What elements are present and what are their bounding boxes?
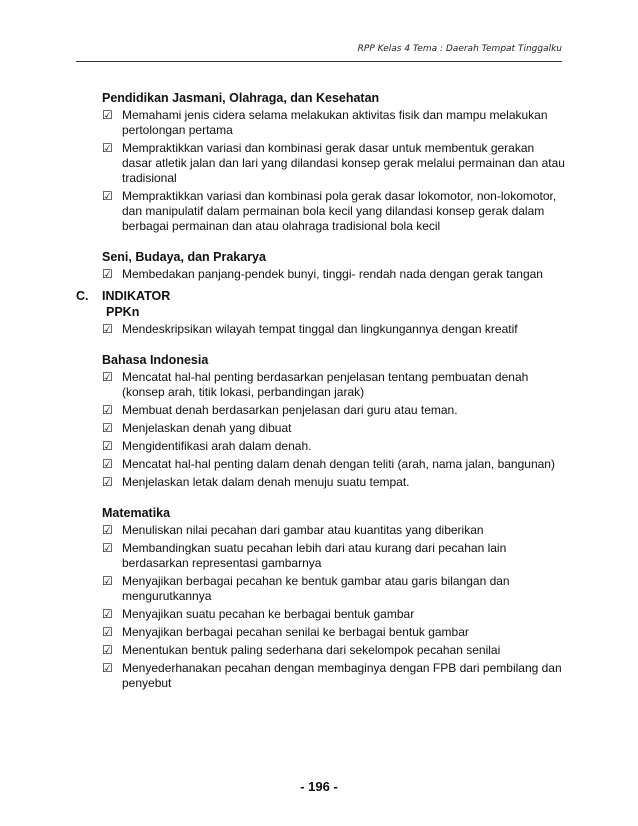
checkbox-icon: ☑ <box>102 475 113 489</box>
list-item: ☑ Mengidentifikasi arah dalam denah. <box>102 439 312 453</box>
header-rule <box>76 61 562 62</box>
checkbox-icon: ☑ <box>102 267 113 281</box>
list-item: ☑ Menentukan bentuk paling sederhana dari sekelompok pecahan senilai <box>102 643 501 657</box>
list-item: ☑ Mendeskripsikan wilayah tempat tinggal dan lingkungannya dengan kreatif <box>102 322 518 336</box>
running-header: RPP Kelas 4 Tema : Daerah Tempat Tinggalku <box>357 44 562 54</box>
checkbox-icon: ☑ <box>102 541 113 555</box>
checkbox-icon: ☑ <box>102 574 113 588</box>
checkbox-icon: ☑ <box>102 643 113 657</box>
list-item: ☑ Menyederhanakan pecahan dengan membaginya dengan FPB dari pembilang dan penyebut <box>102 661 562 690</box>
subject-bahasa <box>102 352 566 490</box>
list-item: ☑ Mempraktikkan variasi dan kombinasi pola gerak dasar lokomotor, non-lokomotor, dan manipulatif dalam permainan bola kecil yang dilandasi konsep gerak dalam berbagai permainan dan atau olahraga tradisional bola kecil <box>102 189 557 233</box>
section-title: INDIKATOR <box>102 289 171 303</box>
list-item: ☑ Menyajikan berbagai pecahan ke bentuk gambar atau garis bilangan dan mengurutkannya <box>102 574 510 603</box>
checkbox-icon: ☑ <box>102 189 113 203</box>
checkbox-icon: ☑ <box>102 370 113 384</box>
subject-matematika <box>102 505 566 691</box>
list-item: ☑ Memahami jenis cidera selama melakukan aktivitas fisik dan mampu melakukan pertolongan pertama <box>102 108 548 137</box>
subject-ppkn <box>102 322 566 337</box>
checkbox-icon: ☑ <box>102 457 113 471</box>
list-item: ☑ Membedakan panjang-pendek bunyi, tinggi- rendah nada dengan gerak tangan <box>102 267 543 281</box>
list-item: ☑ Menyajikan berbagai pecahan senilai ke berbagai bentuk gambar <box>102 625 469 639</box>
list-item: ☑ Mencatat hal-hal penting dalam denah dengan teliti (arah, nama jalan, bangunan) <box>102 457 555 471</box>
subject-title: Seni, Budaya, dan Prakarya <box>102 250 266 264</box>
subject-sbdp <box>102 249 566 282</box>
subject-title: Matematika <box>102 506 171 520</box>
checkbox-icon: ☑ <box>102 661 113 675</box>
subject-title: PPKn <box>106 305 140 319</box>
list-item: ☑ Membandingkan suatu pecahan lebih dari atau kurang dari pecahan lain berdasarkan representasi gambarnya <box>102 541 507 570</box>
checkbox-icon: ☑ <box>102 403 113 417</box>
checkbox-icon: ☑ <box>102 108 113 122</box>
list-item: ☑ Menuliskan nilai pecahan dari gambar atau kuantitas yang diberikan <box>102 523 484 537</box>
checkbox-icon: ☑ <box>102 439 113 453</box>
subject-pjok <box>102 90 566 234</box>
list-item: ☑ Membuat denah berdasarkan penjelasan dari guru atau teman. <box>102 403 458 417</box>
page-number: - 196 - <box>300 779 338 794</box>
section-letter: C. <box>76 289 89 303</box>
subject-title: Pendidikan Jasmani, Olahraga, dan Kesehatan <box>102 91 380 105</box>
checkbox-icon: ☑ <box>102 607 113 621</box>
checkbox-icon: ☑ <box>102 421 113 435</box>
checkbox-icon: ☑ <box>102 625 113 639</box>
page-content <box>76 90 566 694</box>
list-item: ☑ Mempraktikkan variasi dan kombinasi gerak dasar untuk membentuk gerakan dasar atletik jalan dan lari yang dilandasi konsep gerak melalui permainan dan atau tradisional <box>102 141 565 185</box>
checkbox-icon: ☑ <box>102 523 113 537</box>
checkbox-icon: ☑ <box>102 322 113 336</box>
list-item: ☑ Menjelaskan denah yang dibuat <box>102 421 292 435</box>
list-item: ☑ Menyajikan suatu pecahan ke berbagai bentuk gambar <box>102 607 415 621</box>
section-heading <box>76 288 566 304</box>
list-item: ☑ Mencatat hal-hal penting berdasarkan penjelasan tentang pembuatan denah (konsep arah, titik lokasi, perbandingan jarak) <box>102 370 529 399</box>
checkbox-icon: ☑ <box>102 141 113 155</box>
subject-title: Bahasa Indonesia <box>102 353 209 367</box>
list-item: ☑ Menjelaskan letak dalam denah menuju suatu tempat. <box>102 475 410 489</box>
